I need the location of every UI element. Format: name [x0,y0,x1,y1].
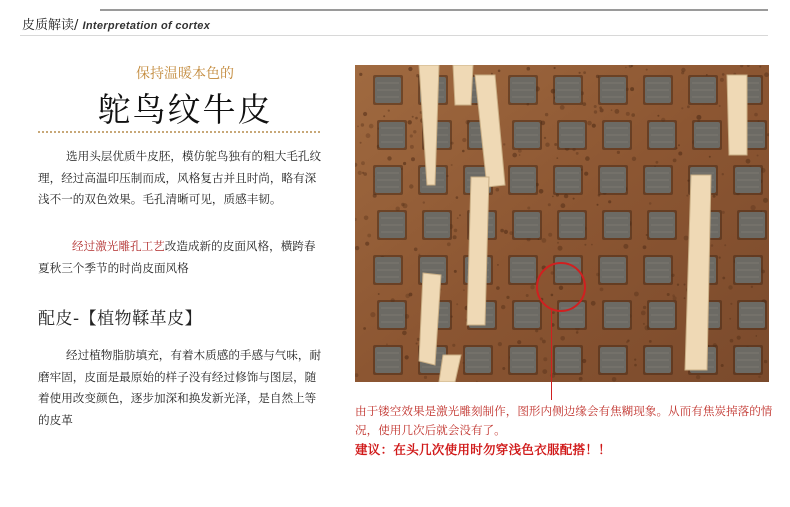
header-title-cn: 皮质解读/ [22,18,79,33]
laser-paragraph-rest: 改造成新的皮面风格，横跨春夏秋三个季节的时尚皮面风格 [38,239,316,275]
burn-warning: 建议：在头几次使用时勿穿浅色衣服配搭！！ [355,442,612,457]
laser-highlight: 经过激光雕孔工艺 [72,239,165,253]
laser-paragraph [38,236,326,279]
highlight-leader-line [551,308,552,400]
header-divider [20,35,768,36]
perforated-leather-image [355,65,769,382]
highlight-circle [536,262,586,312]
header-title-en: Interpretation of cortex [82,20,211,32]
header-rule [100,9,760,11]
dotted-divider [38,131,320,133]
hero-subtitle: 保持温暖本色的 [136,66,234,82]
section-header [22,14,210,33]
section-title: 配皮-【植物鞣革皮】 [38,309,203,329]
header-rule-end [760,9,768,11]
burn-note-text: 由于镂空效果是激光雕刻制作，图形内侧边缘会有焦糊现象。从而有焦炭掉落的情况，使用几次后就会没有了。 [355,404,773,437]
leather-photo [355,65,769,382]
description-paragraph: 选用头层优质牛皮胚，模仿鸵鸟独有的粗大毛孔纹理，经过高温印压制而成，风格复古并且时尚，略有深浅不一的双色效果。毛孔清晰可见，质感丰韧。 [38,149,322,206]
hero-title: 鸵鸟纹牛皮 [97,90,273,129]
burn-note [355,402,775,459]
vegetable-tanned-paragraph: 经过植物脂肪填充，有着木质感的手感与气味，耐磨牢固，皮面是最原始的样子没有经过修饰与图层，随着使用改变颜色，逐步加深和换发新光泽，是自然上等的皮革 [38,348,322,427]
